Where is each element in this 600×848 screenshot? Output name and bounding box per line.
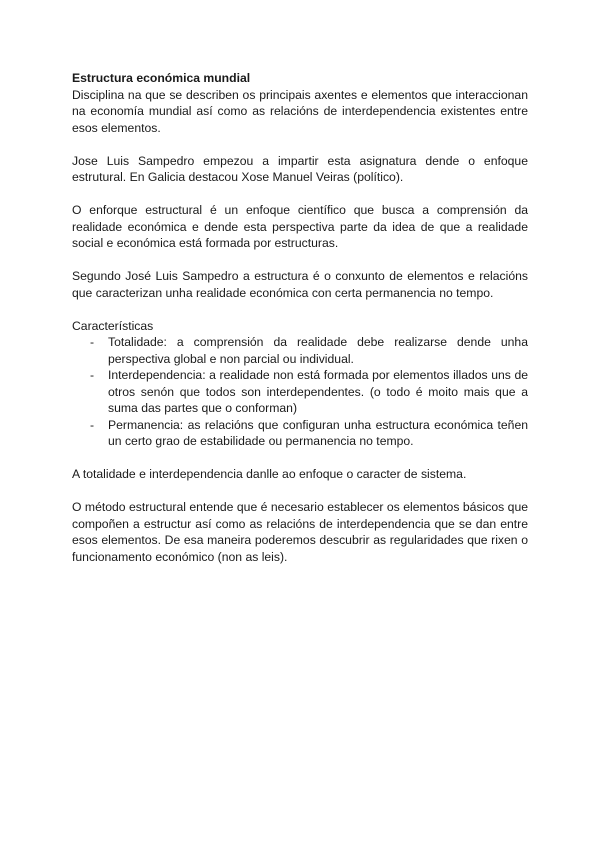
- bullet-dash: -: [90, 335, 95, 349]
- paragraph-system: A totalidade e interdependencia danlle ao enfoque o caracter de sistema.: [72, 467, 467, 481]
- list-item-text: Totalidade: a comprensión da realidade debe realizarse dende unha perspectiva global e non parcial ou individual.: [108, 335, 528, 366]
- list-item: [72, 334, 528, 367]
- features-list: [72, 334, 528, 450]
- intro-paragraph: Disciplina na que se describen os principais axentes e elementos que interaccionan na economía mundial así como as relacións de interdependencia existentes entre esos elementos.: [72, 87, 528, 135]
- list-item-text: Permanencia: as relacións que configuran unha estructura económica teñen un certo grao de estabilidade ou permanencia no tempo.: [108, 417, 528, 448]
- paragraph-structure-definition: Segundo José Luis Sampedro a estructura é o conxunto de elementos e relacións que caracterizan unha realidade económica con certa permanencia no tempo.: [72, 269, 528, 300]
- document-page: [72, 70, 528, 582]
- paragraph-sampedro-intro: Jose Luis Sampedro empezou a impartir esta asignatura dende o enfoque estrutural. En Galicia destacou Xose Manuel Veiras (político).: [72, 153, 528, 184]
- features-heading: Características: [72, 318, 154, 333]
- bullet-dash: -: [90, 368, 95, 382]
- list-item: [72, 417, 528, 450]
- bullet-dash: -: [90, 417, 95, 432]
- list-item-text: Interdependencia: a realidade non está formada por elementos illados uns de otros senón que todos son interdependentes. (o todo é moito mais que a suma das partes que o conforman): [108, 368, 528, 415]
- paragraph-method: O método estructural entende que é necesario establecer os elementos básicos que compoñen a estructur así como as relacións de interdependencia que se dan entre esos elementos. De esa maneira poderemos descubrir as regularidades que rixen o funcionamento económico (non as leis).: [72, 500, 528, 564]
- paragraph-structural-approach: O enforque estructural é un enfoque científico que busca a comprensión da realidade económica e dende esta perspectiva parte da idea de que a realidade social e económica está formada por estructuras.: [72, 203, 528, 250]
- document-title: Estructura económica mundial: [72, 71, 251, 85]
- list-item: [72, 367, 528, 417]
